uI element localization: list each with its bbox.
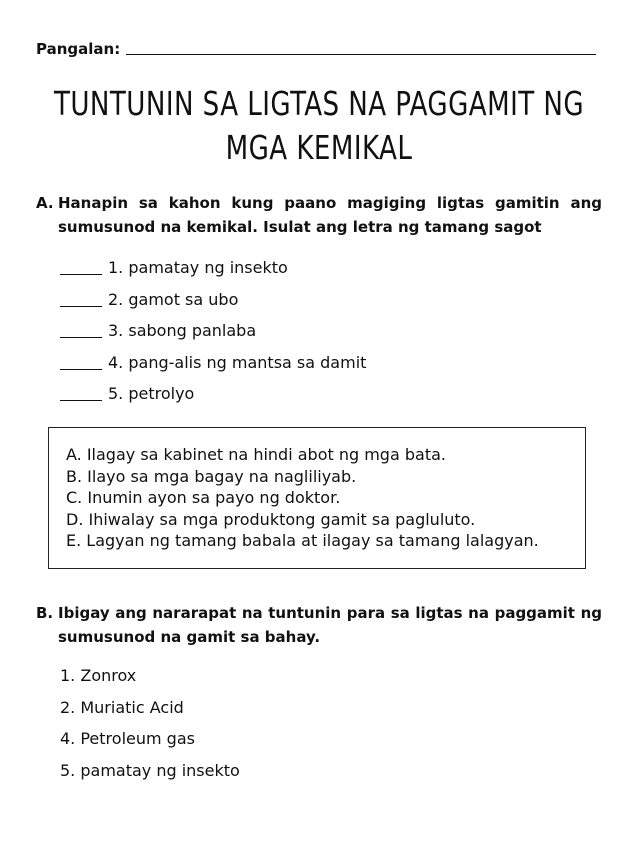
- answer-blank[interactable]: [60, 355, 102, 370]
- list-item: [60, 378, 580, 410]
- worksheet-title: [38, 82, 599, 170]
- name-row: [36, 36, 596, 58]
- section-b-letter: B.: [36, 604, 54, 622]
- list-item: [60, 315, 580, 347]
- list-item: [60, 252, 580, 284]
- choice-d: D. Ihiwalay sa mga produktong gamit sa pagluluto.: [66, 509, 476, 529]
- section-b-instruction: [36, 601, 602, 649]
- item-text: 5. petrolyo: [108, 384, 195, 404]
- list-item: 2. Muriatic Acid: [60, 697, 184, 717]
- list-item: 1. Zonrox: [60, 666, 137, 686]
- choice-a: A. Ilagay sa kabinet na hindi abot ng mga bata.: [66, 445, 446, 464]
- name-blank-line[interactable]: [126, 54, 596, 55]
- title-line-1: TUNTUNIN SA LIGTAS NA PAGGAMIT NG: [53, 84, 585, 123]
- answer-blank[interactable]: [60, 260, 102, 275]
- item-text: 2. gamot sa ubo: [108, 289, 239, 309]
- item-text: 4. pang-alis ng mantsa sa damit: [108, 352, 367, 372]
- section-a-text: Hanapin sa kahon kung paano magiging ligtas gamitin ang sumusunod na kemikal. Isulat ang letra ng tamang sagot: [58, 194, 602, 236]
- choices-box: [48, 427, 586, 569]
- choice-c: C. Inumin ayon sa payo ng doktor.: [66, 488, 341, 507]
- name-label: Pangalan:: [36, 40, 121, 58]
- answer-blank[interactable]: [60, 386, 102, 401]
- answer-blank[interactable]: [60, 292, 102, 307]
- answer-blank[interactable]: [60, 323, 102, 338]
- section-a-instruction: [36, 191, 602, 239]
- section-b-items: [60, 660, 580, 786]
- section-b-text: Ibigay ang nararapat na tuntunin para sa ligtas na paggamit ng sumusunod na gamit sa bahay.: [58, 604, 602, 646]
- choice-e: E. Lagyan ng tamang babala at ilagay sa tamang lalagyan.: [66, 531, 539, 550]
- list-item: 4. Petroleum gas: [60, 729, 195, 749]
- section-a-items: [60, 252, 580, 410]
- item-text: 3. sabong panlaba: [108, 321, 257, 341]
- item-text: 1. pamatay ng insekto: [108, 258, 288, 278]
- title-line-2: MGA KEMIKAL: [225, 128, 413, 167]
- section-a-letter: A.: [36, 194, 54, 212]
- choice-b: B. Ilayo sa mga bagay na nagliliyab.: [66, 466, 357, 486]
- list-item: 5. pamatay ng insekto: [60, 760, 240, 780]
- list-item: [60, 347, 580, 379]
- list-item: [60, 284, 580, 316]
